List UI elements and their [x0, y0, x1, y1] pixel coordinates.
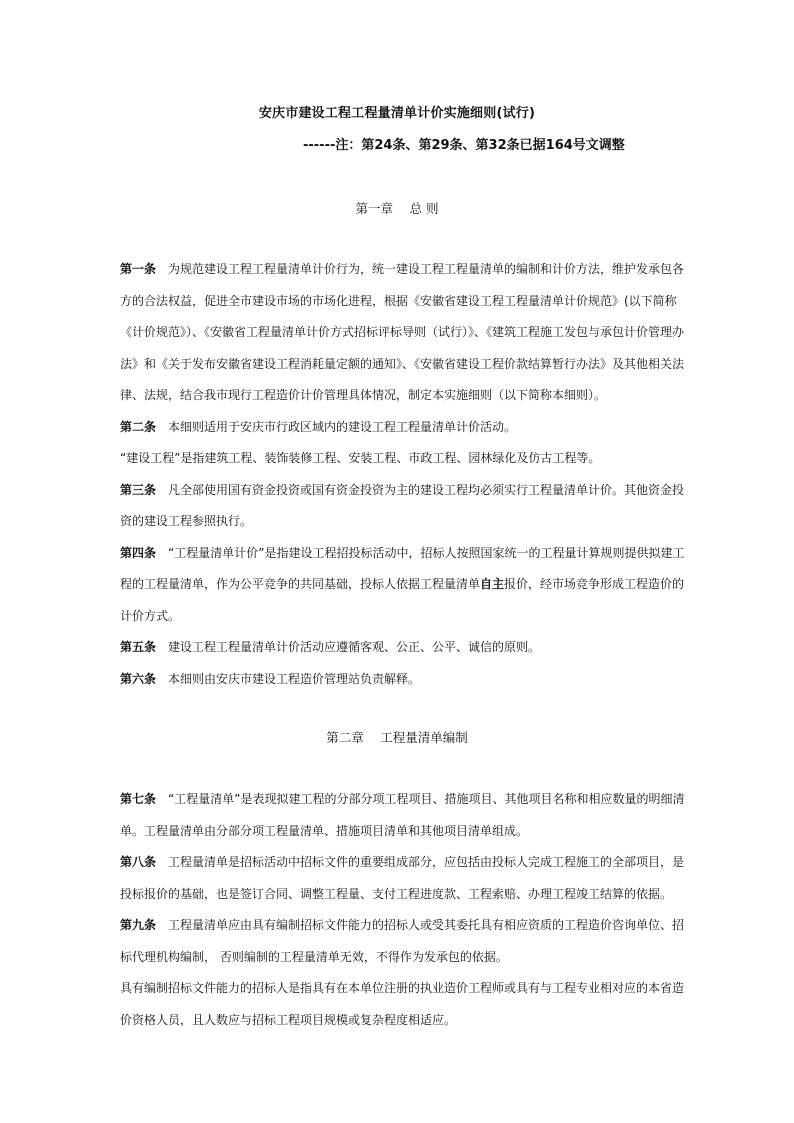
article-number: 第九条 — [120, 918, 157, 932]
article-text: 本细则适用于安庆市行政区域内的建设工程工程量清单计价活动。 — [168, 419, 517, 434]
chapter-heading-1: 第一章 总 则 — [355, 201, 439, 216]
article-2-definition — [120, 443, 685, 475]
article-6 — [120, 664, 685, 696]
article-text: 具有编制招标文件能力的招标人是指具有在本单位注册的执业造价工程师或具有与工程专业相对应的本省造价资格人员，且人数应与招标工程项目规模或复杂程度相适应。 — [120, 981, 685, 1027]
article-emphasis: 自主 — [480, 577, 505, 591]
article-number: 第四条 — [120, 545, 157, 560]
article-text: 工程量清单应由具有编制招标文件能力的招标人或受其委托具有相应资质的工程造价咨询单位、招标代理机构编制， 否则编制的工程量清单无效，不得作为发承包的依据。 — [120, 918, 685, 964]
article-text: 为规范建设工程工程量清单计价行为，统一建设工程工程量清单的编制和计价方法，维护发承包各方的合法权益，促进全市建设市场的市场化进程，根据《安徽省建设工程工程量清单计价规范》(以下简称《计价规范》）、《安徽省工程量清单计价方式招标评标导则（试行）》、《建筑工程施工发包与承包计价管理办法》和《关于发布安徽省建设工程消耗量定额的通知》、《安徽省建设工程价款结算暂行办法》及其他相关法律、法规，结合我市现行工程造价计价管理具体情况，制定本实施细则（以下简称本细则）。 — [120, 262, 685, 402]
article-number: 第五条 — [120, 640, 157, 654]
article-text: “建设工程”是指建筑工程、装饰装修工程、安装工程、市政工程、园林绿化及仿古工程等。 — [120, 451, 601, 465]
article-2 — [120, 412, 685, 444]
article-number: 第三条 — [120, 482, 157, 497]
article-text: 本细则由安庆市建设工程造价管理站负责解释。 — [168, 671, 421, 686]
article-1 — [120, 254, 685, 412]
document-subtitle-note: ------注：第24条、第29条、第32条已据164号文调整 — [303, 138, 625, 153]
article-5 — [120, 632, 685, 664]
article-text: 报价，经市场竞争形成工程造价的计价方式。 — [120, 577, 685, 623]
article-7 — [120, 784, 685, 847]
article-number: 第六条 — [120, 671, 157, 686]
article-text: “工程量清单”是表现拟建工程的分部分项工程项目、措施项目、其他项目名称和相应数量的明细清单。工程量清单由分部分项工程量清单、措施项目清单和其他项目清单组成。 — [120, 792, 685, 838]
article-text: 工程量清单是招标活动中招标文件的重要组成部分，应包括由投标人完成工程施工的全部项目，是投标报价的基础，也是签订合同、调整工程量、支付工程进度款、工程索赔、办理工程竣工结算的依据。 — [120, 855, 685, 901]
article-4 — [120, 538, 685, 633]
article-3 — [120, 475, 685, 538]
chapter-2-body — [120, 784, 685, 1036]
chapter-1-body — [120, 254, 685, 695]
article-9 — [120, 910, 685, 973]
article-number: 第二条 — [120, 419, 157, 434]
article-number: 第一条 — [120, 262, 157, 276]
article-text: 凡全部使用国有资金投资或国有资金投资为主的建设工程均必须实行工程量清单计价。其他资金投资的建设工程参照执行。 — [120, 482, 685, 528]
article-text: “工程量清单计价”是指建设工程招投标活动中，招标人按照国家统一的工程量计算规则提供拟建工程的工程量清单，作为公平竞争的共同基础，投标人依据工程量清单 — [120, 545, 685, 591]
article-number: 第八条 — [120, 855, 157, 869]
article-8 — [120, 847, 685, 910]
article-text: 建设工程工程量清单计价活动应遵循客观、公正、公平、诚信的原则。 — [168, 640, 541, 654]
article-number: 第七条 — [120, 792, 157, 806]
article-9-supplement — [120, 973, 685, 1036]
document-title: 安庆市建设工程工程量清单计价实施细则(试行) — [258, 106, 536, 121]
chapter-heading-2: 第二章 工程量清单编制 — [326, 730, 468, 745]
